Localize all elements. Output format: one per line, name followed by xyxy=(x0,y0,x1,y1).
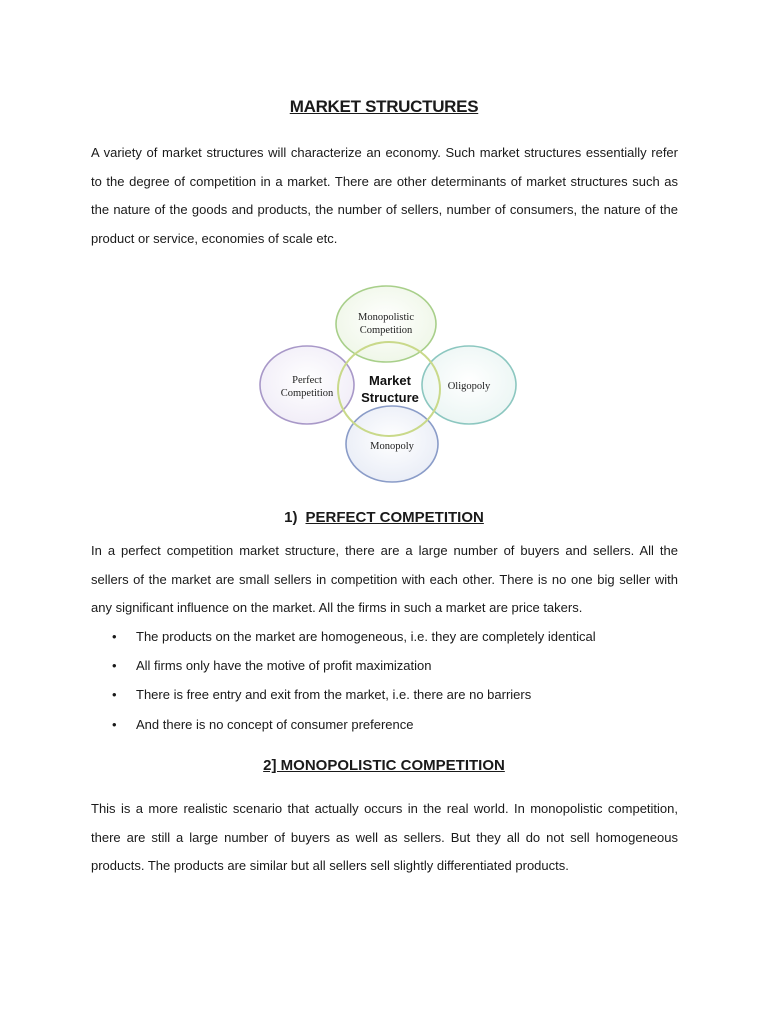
bullet-icon: • xyxy=(112,687,117,703)
list-item xyxy=(112,680,682,709)
market-structure-diagram xyxy=(255,283,520,483)
page-title: MARKET STRUCTURES xyxy=(289,97,479,116)
label-oligopoly: Oligopoly xyxy=(447,381,491,392)
intro-paragraph: A variety of market structures will characterize an economy. Such market structures essentially refer to the degree of competition in a market. There are other determinants of market structures such as the nature of the goods and products, the number of sellers, number of consumers, the nature of the product or service, economies of scale etc. xyxy=(91,145,678,247)
circle-monopolistic-competition xyxy=(336,286,436,362)
section-heading-monopolistic-competition xyxy=(0,757,768,774)
label-monopolistic-line2: Competition xyxy=(359,325,413,336)
label-center-line2: Structure xyxy=(361,390,419,405)
list-item xyxy=(112,622,682,651)
bullet-icon: • xyxy=(112,716,117,732)
bullet-icon: • xyxy=(112,658,117,674)
label-monopoly: Monopoly xyxy=(370,441,414,452)
label-center-line1: Market xyxy=(369,373,411,388)
list-item-text: All firms only have the motive of profit maximization xyxy=(136,658,432,674)
section-number: 1) xyxy=(284,509,298,526)
section-heading-text: 2] MONOPOLISTIC COMPETITION xyxy=(263,757,505,774)
perfect-competition-bullet-list xyxy=(112,622,682,739)
section-heading-perfect-competition xyxy=(0,509,768,526)
label-perfect-line2: Competition xyxy=(280,388,334,399)
label-perfect-line1: Perfect xyxy=(292,375,322,386)
section-heading-text: PERFECT COMPETITION xyxy=(305,509,484,526)
list-item-text: The products on the market are homogeneous, i.e. they are completely identical xyxy=(136,629,596,644)
list-item-text: And there is no concept of consumer preference xyxy=(136,716,414,732)
bullet-icon: • xyxy=(112,629,117,644)
list-item-text: There is free entry and exit from the market, i.e. there are no barriers xyxy=(136,687,532,703)
monopolistic-competition-paragraph: This is a more realistic scenario that actually occurs in the real world. In monopolistic competition, there are still a large number of buyers as well as sellers. But they all do not sell homogeneous products. The products are similar but all sellers sell slightly differentiated products. xyxy=(91,801,678,874)
list-item xyxy=(112,651,682,680)
perfect-competition-paragraph: In a perfect competition market structure, there are a large number of buyers and sellers. All the sellers of the market are small sellers in competition with each other. There is no one big seller with any significant influence on the market. All the firms in such a market are price takers. xyxy=(91,543,678,616)
label-monopolistic-line1: Monopolistic xyxy=(357,312,415,323)
list-item xyxy=(112,710,682,739)
